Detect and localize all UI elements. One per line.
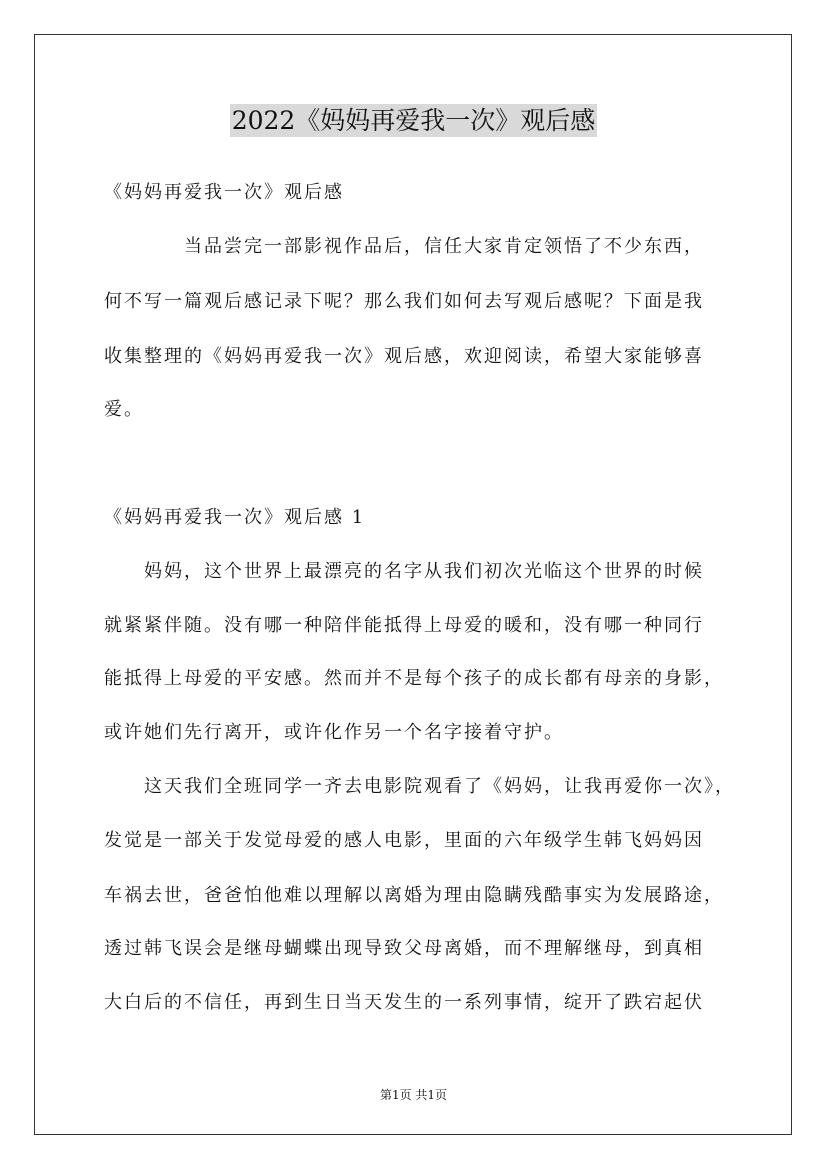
paragraph-line: 车祸去世，爸爸怕他难以理解以离婚为理由隐瞒残酷事实为发展路途，: [104, 885, 724, 906]
paragraph-line: 发觉是一部关于发觉母爱的感人电影，里面的六年级学生韩飞妈妈因: [104, 830, 704, 851]
page-footer: 第1页 共1页: [379, 1088, 448, 1102]
paragraph-line: 妈妈，这个世界上最漂亮的名字从我们初次光临这个世界的时候: [144, 561, 704, 582]
paragraph-line: 能抵得上母爱的平安感。然而并不是每个孩子的成长都有母亲的身影，: [104, 668, 724, 689]
intro-line: 爱。: [104, 399, 144, 420]
intro-line: 当品尝完一部影视作品后，信任大家肯定领悟了不少东西，: [184, 236, 704, 257]
intro-line: 何不写一篇观后感记录下呢？那么我们如何去写观后感呢？下面是我: [104, 291, 704, 312]
intro-line: 收集整理的《妈妈再爱我一次》观后感，欢迎阅读，希望大家能够喜: [104, 346, 704, 367]
subtitle: 《妈妈再爱我一次》观后感: [104, 182, 344, 203]
paragraph-line: 透过韩飞误会是继母蝴蝶出现导致父母离婚，而不理解继母，到真相: [104, 938, 704, 959]
paragraph-line: 这天我们全班同学一齐去电影院观看了《妈妈，让我再爱你一次》，: [144, 776, 735, 797]
paragraph-line: 大白后的不信任，再到生日当天发生的一系列事情，绽开了跌宕起伏: [104, 992, 704, 1013]
section-heading: 《妈妈再爱我一次》观后感 1: [104, 507, 366, 528]
paragraph-line: 就紧紧伴随。没有哪一种陪伴能抵得上母爱的暖和，没有哪一种同行: [104, 615, 704, 636]
document-title: 2022《妈妈再爱我一次》观后感: [231, 106, 596, 135]
paragraph-line: 或许她们先行离开，或许化作另一个名字接着守护。: [104, 722, 564, 743]
